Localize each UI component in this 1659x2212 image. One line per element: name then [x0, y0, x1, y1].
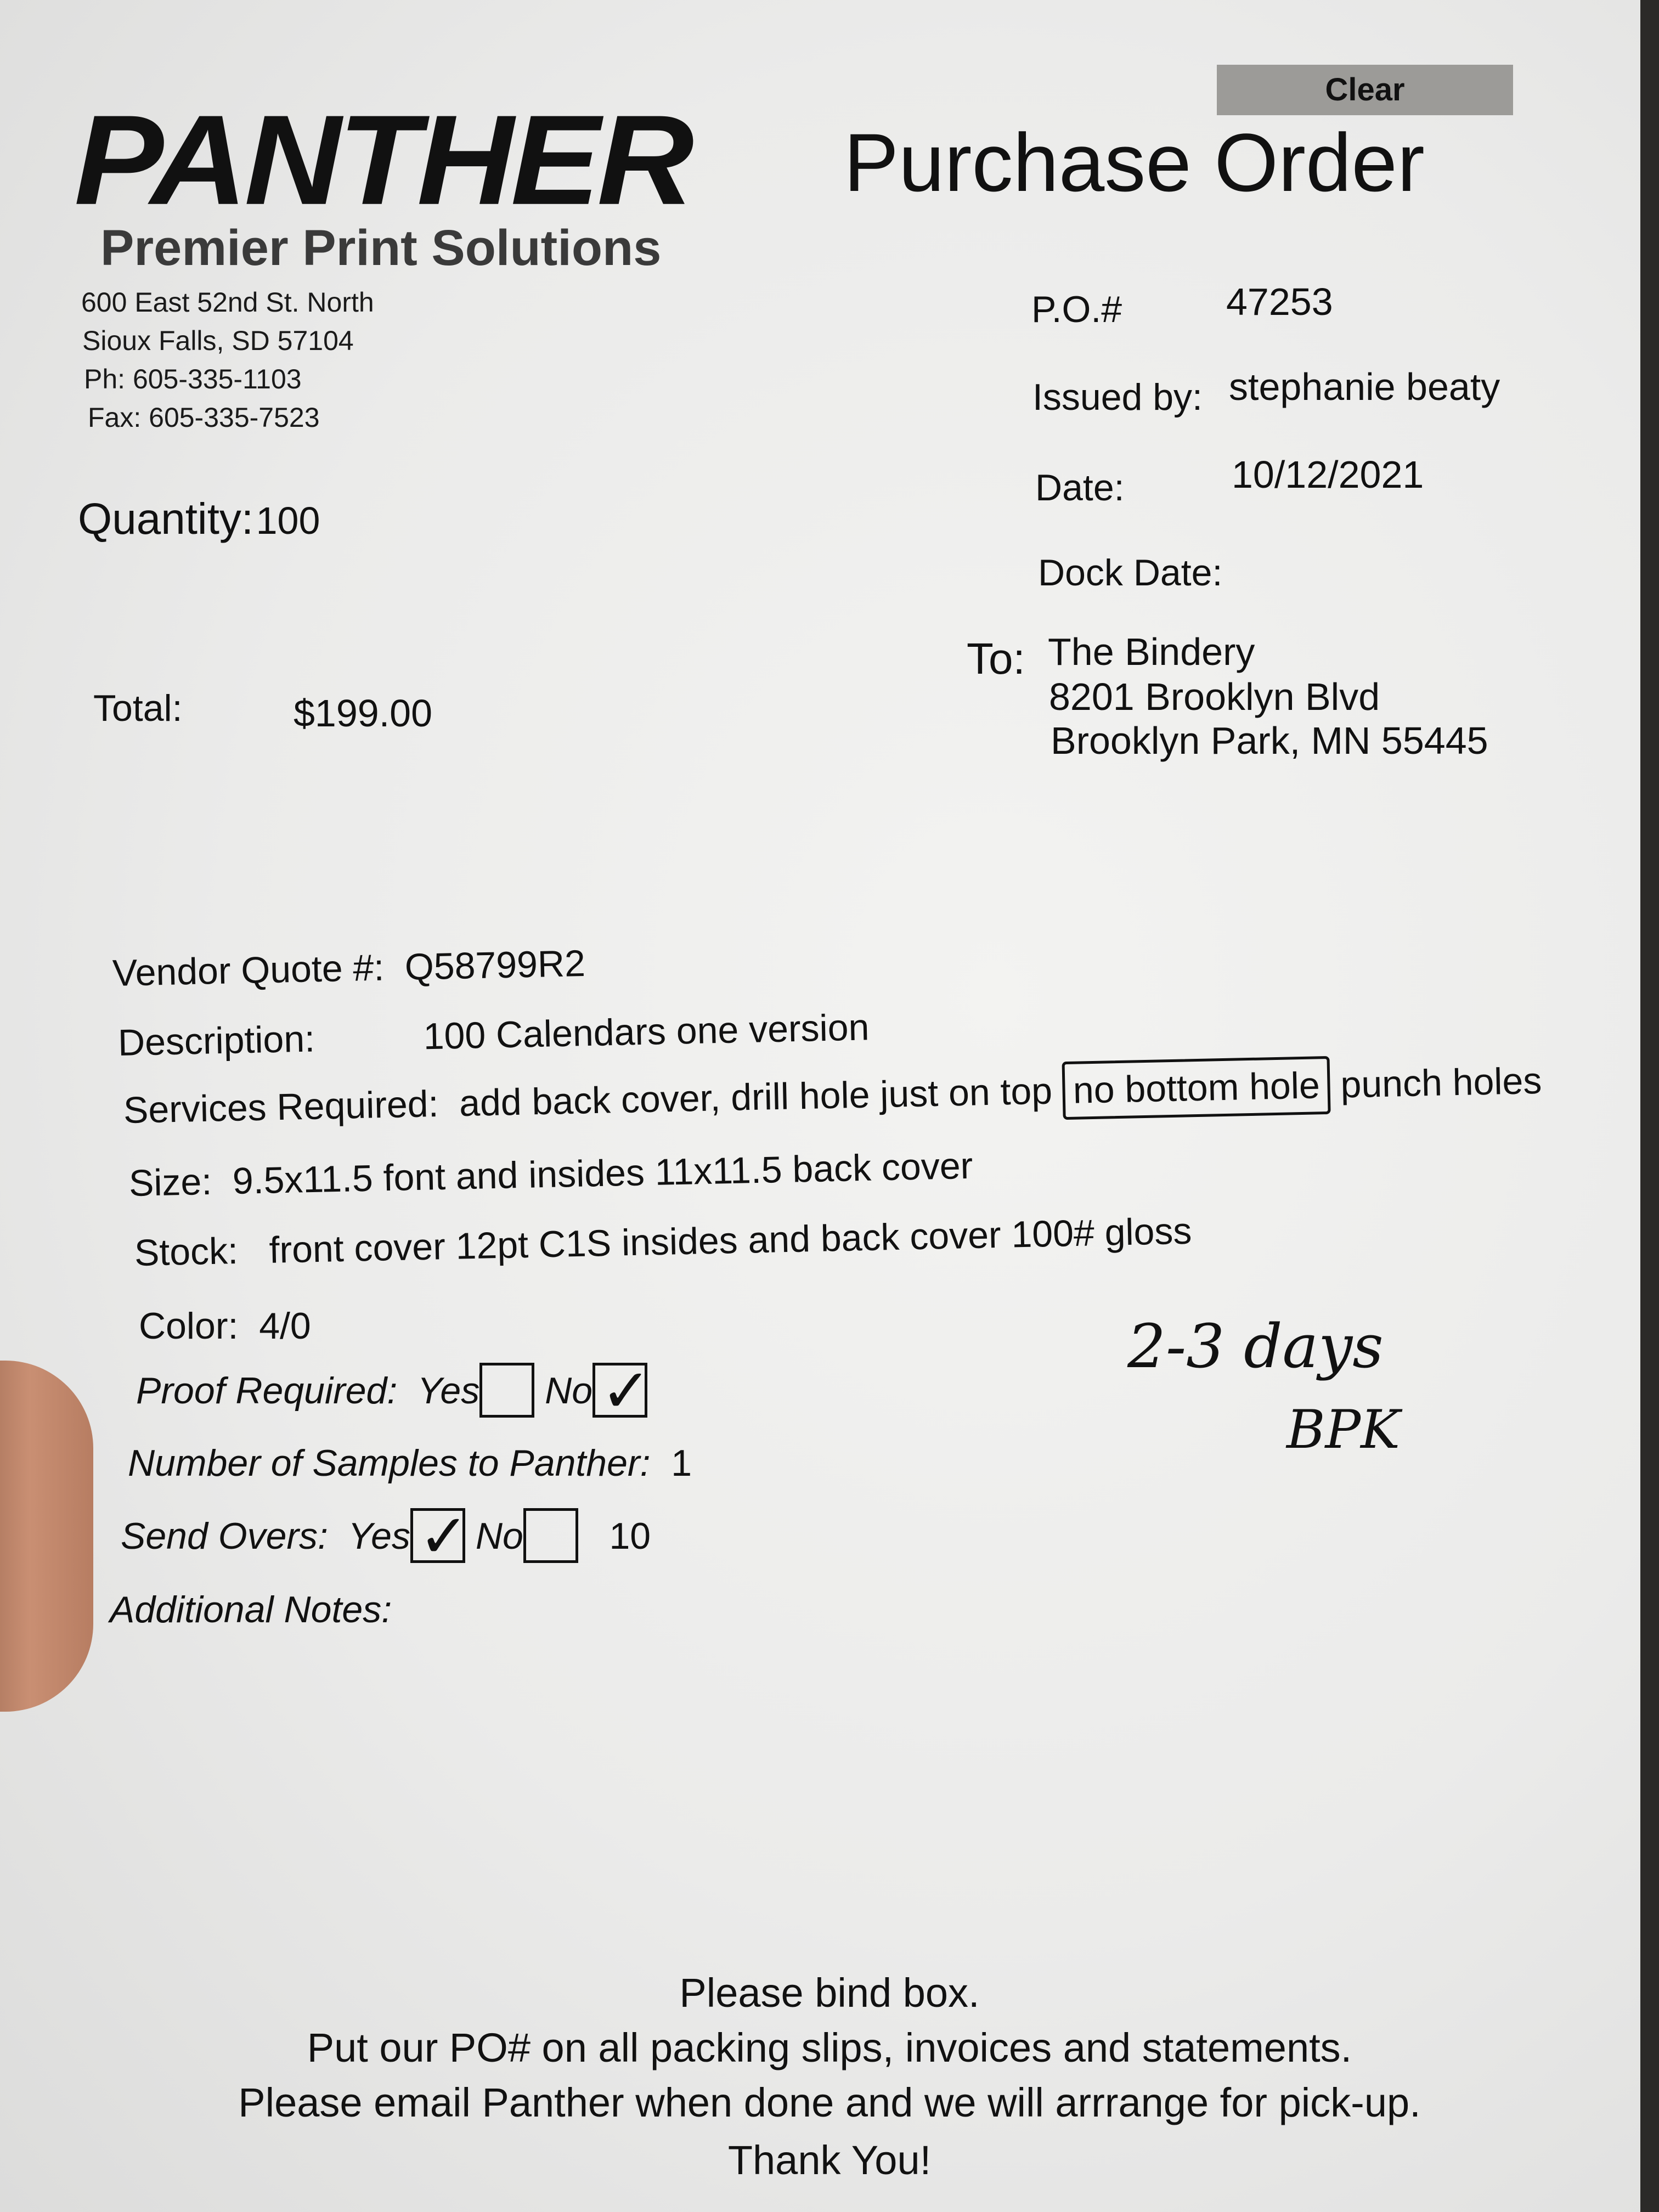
company-phone: Ph: 605-335-1103 [84, 364, 302, 394]
document-title: Purchase Order [844, 116, 1425, 208]
issued-by-label: Issued by: [1032, 376, 1203, 418]
date-label: Date: [1035, 467, 1125, 509]
issued-by-value: stephanie beaty [1229, 365, 1500, 408]
proof-yes-label: Yes [417, 1369, 480, 1412]
send-overs-no-checkbox[interactable] [523, 1508, 578, 1563]
send-overs-yes-label: Yes [348, 1515, 410, 1557]
proof-no-checkbox[interactable] [592, 1363, 647, 1418]
description-value: 100 Calendars one version [422, 1006, 870, 1058]
stock-label: Stock: [134, 1230, 239, 1274]
footer-line3: Please email Panther when done and we will arrrange for pick-up. [238, 2080, 1421, 2125]
send-overs-label: Send Overs: [121, 1515, 328, 1557]
vendor-quote-label: Vendor Quote #: [112, 946, 385, 994]
services-value-extra: punch holes [1340, 1059, 1543, 1106]
company-logo: PANTHER [74, 88, 691, 232]
stock-row [134, 1210, 1192, 1274]
handwritten-note-days: 2-3 days [1127, 1311, 1384, 1381]
size-label: Size: [128, 1160, 212, 1204]
services-value: add back cover, drill hole just on top [459, 1070, 1053, 1125]
company-address-line1: 600 East 52nd St. North [81, 287, 374, 318]
footer-line1: Please bind box. [679, 1970, 980, 2016]
to-address-line2: 8201 Brooklyn Blvd [1049, 675, 1380, 718]
description-label: Description: [117, 1018, 315, 1064]
holding-finger [0, 1361, 93, 1712]
handwritten-note-initials: BPK [1286, 1399, 1400, 1460]
send-overs-no-label: No [475, 1515, 523, 1557]
send-overs-row [121, 1511, 651, 1566]
color-value: 4/0 [259, 1305, 311, 1347]
send-overs-yes-checkbox[interactable] [410, 1508, 465, 1563]
size-row [128, 1144, 973, 1205]
samples-value: 1 [671, 1442, 692, 1484]
po-number-value: 47253 [1226, 280, 1333, 323]
dock-date-label: Dock Date: [1038, 552, 1223, 594]
footer-line2: Put our PO# on all packing slips, invoices and statements. [307, 2025, 1352, 2070]
quantity-label: Quantity: [78, 494, 254, 543]
proof-no-label: No [545, 1369, 593, 1412]
vendor-quote-row [112, 942, 585, 995]
company-address-line2: Sioux Falls, SD 57104 [82, 325, 354, 356]
proof-yes-checkbox[interactable] [479, 1363, 534, 1418]
clear-button[interactable]: Clear [1217, 65, 1513, 115]
total-value: $199.00 [294, 692, 433, 735]
total-label: Total: [93, 687, 183, 729]
size-value: 9.5x11.5 font and insides 11x11.5 back cover [232, 1144, 973, 1203]
po-number-label: P.O.# [1031, 289, 1122, 330]
to-label: To: [967, 634, 1025, 683]
date-value: 10/12/2021 [1232, 453, 1424, 496]
description-row [117, 1006, 870, 1064]
services-boxed-note: no bottom hole [1062, 1056, 1331, 1120]
company-tagline: Premier Print Solutions [100, 220, 662, 276]
proof-label: Proof Required: [136, 1369, 398, 1412]
additional-notes-label: Additional Notes: [110, 1589, 392, 1630]
samples-label: Number of Samples to Panther: [128, 1442, 651, 1484]
samples-row [128, 1442, 692, 1485]
footer-line4: Thank You! [727, 2137, 932, 2183]
quantity-row [78, 494, 320, 544]
background-edge [1640, 0, 1659, 2212]
services-row [123, 1059, 1542, 1132]
to-address-line3: Brooklyn Park, MN 55445 [1051, 719, 1488, 762]
to-address-line1: The Bindery [1048, 630, 1255, 673]
color-label: Color: [139, 1305, 239, 1347]
services-label: Services Required: [123, 1082, 439, 1131]
color-row [139, 1305, 311, 1347]
stock-value: front cover 12pt C1S insides and back cover 100# gloss [268, 1210, 1193, 1271]
quantity-value: 100 [256, 499, 320, 542]
send-overs-count: 10 [609, 1515, 651, 1557]
company-fax: Fax: 605-335-7523 [88, 402, 320, 433]
vendor-quote-value: Q58799R2 [404, 942, 586, 988]
proof-row [136, 1366, 647, 1421]
